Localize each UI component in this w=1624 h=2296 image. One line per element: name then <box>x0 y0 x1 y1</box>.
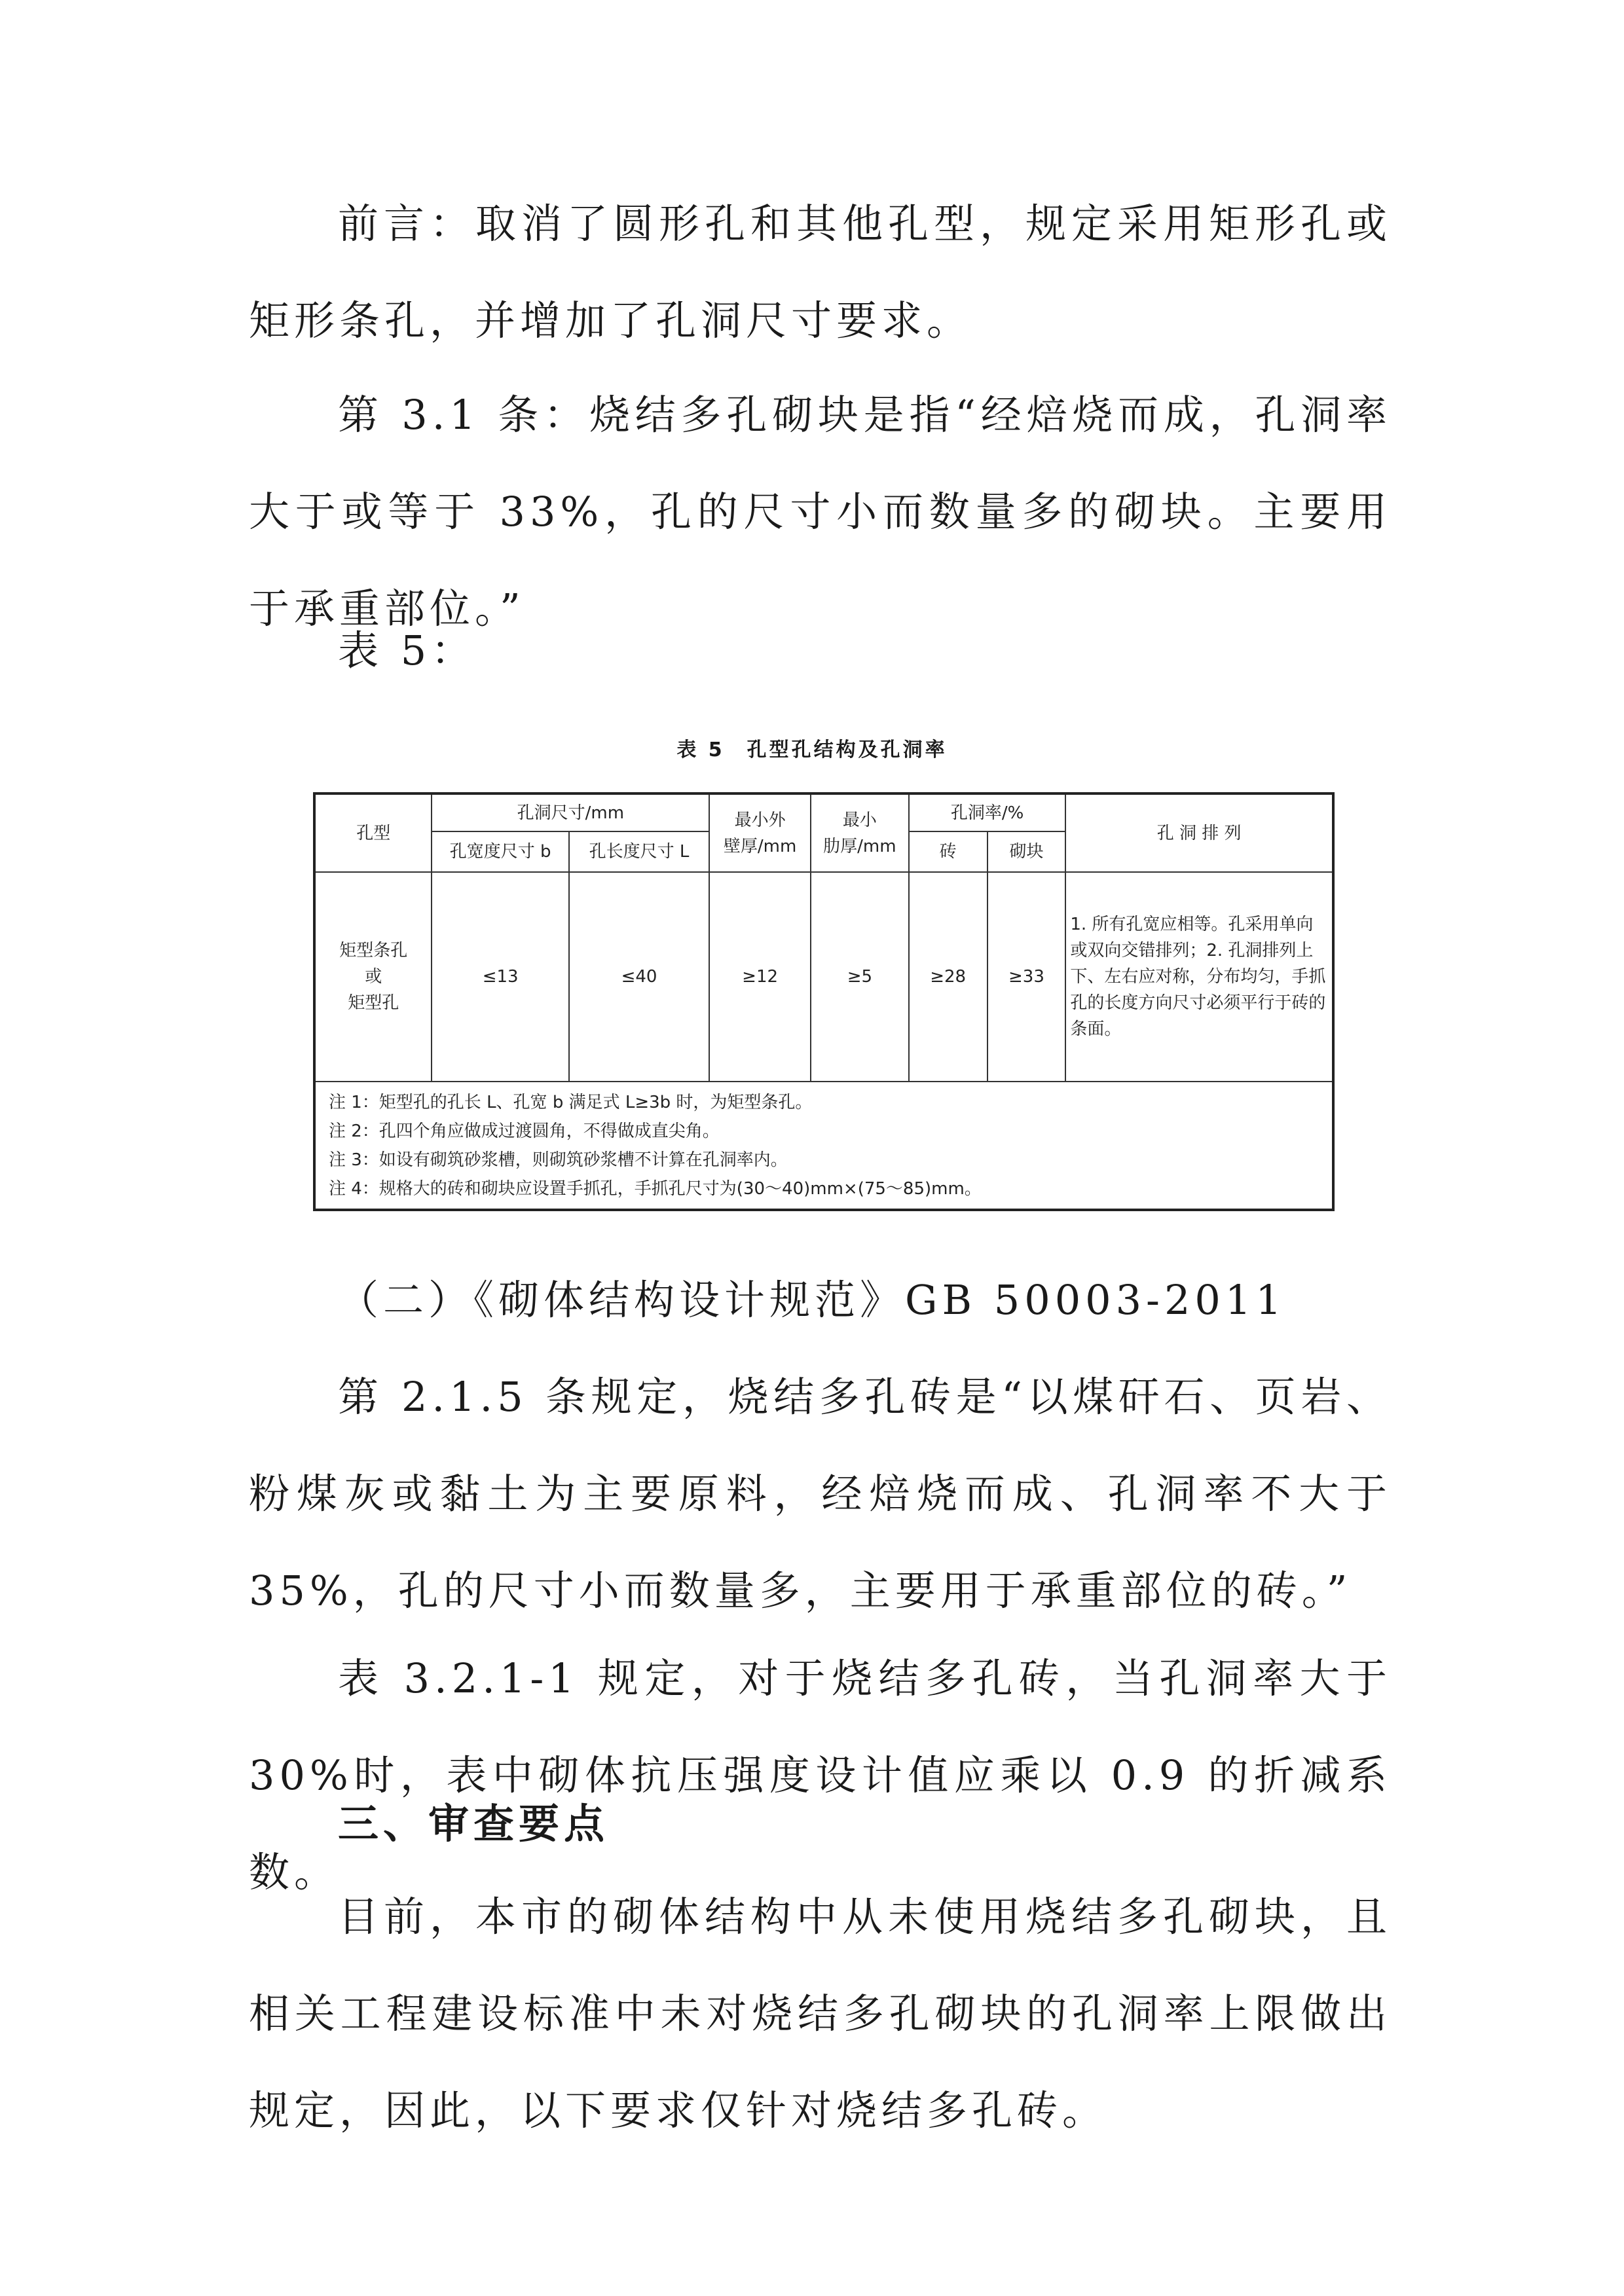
cell-arrangement: 1. 所有孔宽应相等。孔采用单向或双向交错排列；2. 孔洞排列上下、左右应对称，分布均匀，手抓孔的长度方向尺寸必须平行于砖的条面。 <box>1065 872 1333 1082</box>
table-note: 注 2：孔四个角应做成过渡圆角，不得做成直尖角。 <box>329 1121 720 1141</box>
cell-hole-length: ≤40 <box>569 872 709 1082</box>
hole-structure-table <box>313 792 1335 1211</box>
cell-hole-type-line3: 矩型孔 <box>348 993 399 1013</box>
header-min-outer-wall-line1: 最小外 <box>734 810 786 830</box>
header-hole-width: 孔宽度尺寸 b <box>432 831 568 872</box>
preface-paragraph: 前言：取消了圆形孔和其他孔型，规定采用矩形孔或矩形条孔，并增加了孔洞尺寸要求。 <box>249 200 1392 344</box>
cell-rib: ≥5 <box>811 872 909 1082</box>
table-note: 注 3：如设有砌筑砂浆槽，则砌筑砂浆槽不计算在孔洞率内。 <box>329 1150 788 1170</box>
header-min-rib-line2: 肋厚/mm <box>823 836 896 856</box>
header-void-ratio: 孔洞率/% <box>909 793 1066 831</box>
cell-hole-type <box>314 872 432 1082</box>
cell-hole-type-line2: 或 <box>365 967 382 987</box>
header-hole-type: 孔型 <box>314 793 432 872</box>
article-2-1-5-paragraph: 第 2.1.5 条规定，烧结多孔砖是“以煤矸石、页岩、粉煤灰或黏土为主要原料，经焙烧而成、孔洞率不大于 35%，孔的尺寸小而数量多，主要用于承重部位的砖。” <box>249 1373 1392 1614</box>
section-2-heading: （二）《砌体结构设计规范》GB 50003-2011 <box>338 1276 1286 1324</box>
header-brick: 砖 <box>909 831 987 872</box>
table-note: 注 1：矩型孔的孔长 L、孔宽 b 满足式 L≥3b 时，为矩型条孔。 <box>329 1092 813 1112</box>
header-hole-size: 孔洞尺寸/mm <box>432 793 709 831</box>
header-hole-length: 孔长度尺寸 L <box>569 831 709 872</box>
table-5-label: 表 5： <box>338 627 477 674</box>
header-min-rib-line1: 最小 <box>842 810 877 830</box>
table-note: 注 4：规格大的砖和砌块应设置手抓孔，手抓孔尺寸为(30～40)mm×(75～85)mm。 <box>329 1178 982 1199</box>
header-arrangement: 孔 洞 排 列 <box>1065 793 1333 872</box>
review-points-paragraph: 目前，本市的砌体结构中从未使用烧结多孔砌块，且相关工程建设标准中未对烧结多孔砌块的孔洞率上限做出规定，因此，以下要求仅针对烧结多孔砖。 <box>249 1893 1392 2134</box>
cell-brick-ratio: ≥28 <box>909 872 987 1082</box>
article-3-1-paragraph: 第 3.1 条：烧结多孔砌块是指“经焙烧而成，孔洞率大于或等于 33%，孔的尺寸小而数量多的砌块。主要用于承重部位。” <box>249 391 1392 632</box>
cell-hole-width: ≤13 <box>432 872 568 1082</box>
table-notes <box>314 1082 1333 1210</box>
table-title: 表 5 孔型孔结构及孔洞率 <box>676 738 948 761</box>
table-3-2-1-1-paragraph: 表 3.2.1-1 规定，对于烧结多孔砖，当孔洞率大于 30%时，表中砌体抗压强度设计值应乘以 0.9 的折减系数。 <box>249 1654 1392 1896</box>
cell-outer-wall: ≥12 <box>709 872 811 1082</box>
header-block: 砌块 <box>987 831 1066 872</box>
cell-block-ratio: ≥33 <box>987 872 1066 1082</box>
header-min-outer-wall-line2: 壁厚/mm <box>723 836 797 856</box>
header-min-outer-wall <box>709 793 811 872</box>
review-points-heading: 三、审查要点 <box>338 1800 610 1848</box>
header-min-rib <box>811 793 909 872</box>
cell-hole-type-line1: 矩型条孔 <box>339 941 408 960</box>
